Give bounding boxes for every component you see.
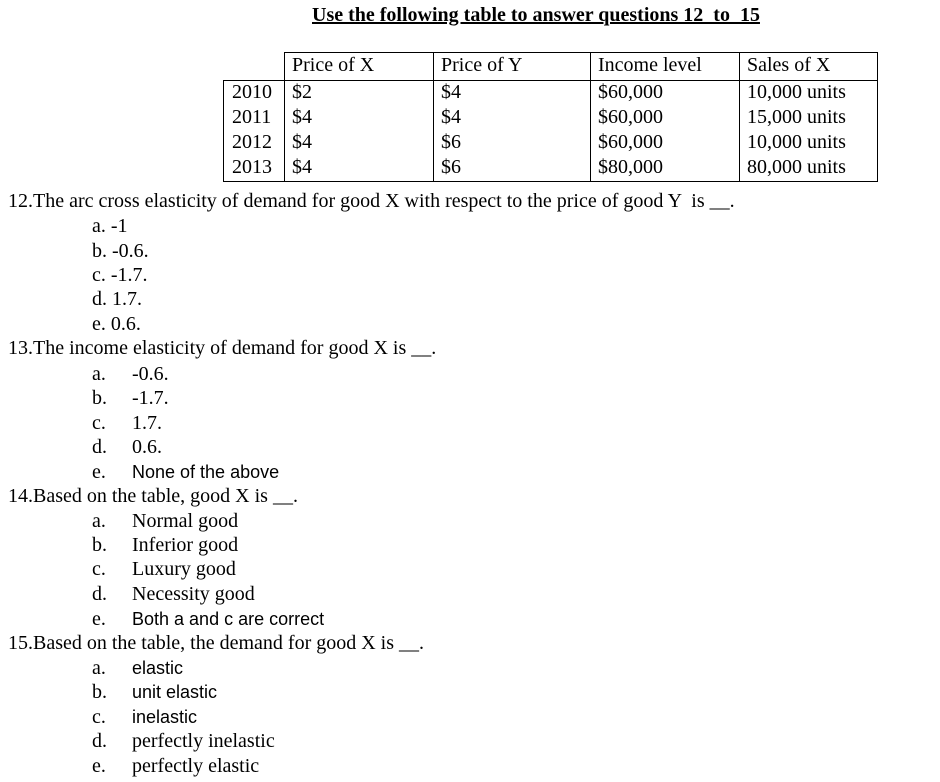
option-letter: c. [92, 412, 106, 434]
option-text: -1 [110, 215, 128, 237]
option-letter: b. [92, 534, 107, 556]
option-letter: b. [92, 681, 107, 703]
option-text: None of the above [132, 462, 280, 482]
question-14-stem: 14.Based on the table, good X is __. [8, 485, 298, 507]
option-text: perfectly elastic [132, 755, 260, 777]
question-14-option-d [92, 583, 255, 606]
question-13-option-c [92, 412, 162, 435]
option-text: 0.6. [132, 436, 162, 458]
table-header-income: Income level [591, 53, 740, 81]
option-letter: e. [92, 755, 106, 777]
question-13-option-d [92, 436, 162, 459]
table-cell: $4 [434, 106, 591, 131]
option-letter: d. [92, 288, 107, 310]
table-row [224, 81, 878, 107]
table-cell: 10,000 units [740, 81, 878, 107]
table-header-blank [224, 53, 285, 81]
question-13-option-a [92, 363, 169, 386]
option-text: unit elastic [132, 682, 218, 702]
table-header-price-y: Price of Y [434, 53, 591, 81]
question-13-stem: 13.The income elasticity of demand for good X is __. [8, 337, 437, 359]
table-header-price-x: Price of X [285, 53, 434, 81]
option-text: 1.7. [132, 412, 162, 434]
table-cell: 15,000 units [740, 106, 878, 131]
option-letter: c. [92, 264, 106, 286]
option-text: Both a and c are correct [132, 609, 325, 629]
question-14-option-a [92, 510, 238, 533]
option-letter: a. [92, 215, 106, 237]
table-cell: $2 [285, 81, 434, 107]
table-cell: 80,000 units [740, 156, 878, 182]
option-text: -1.7. [110, 264, 148, 286]
option-letter: b. [92, 387, 107, 409]
question-15-option-c [92, 706, 197, 729]
question-14-option-e [92, 608, 324, 631]
option-text: perfectly inelastic [132, 730, 275, 752]
table-cell-year: 2013 [224, 156, 285, 182]
table-row [224, 131, 878, 156]
option-text: elastic [132, 658, 184, 678]
option-letter: d. [92, 436, 107, 458]
question-12-stem: 12.The arc cross elasticity of demand for good X with respect to the price of good Y is __. [8, 190, 735, 212]
question-13-option-b [92, 387, 169, 410]
option-letter: a. [92, 363, 106, 385]
option-letter: e. [92, 461, 106, 483]
table-row [224, 106, 878, 131]
option-text: 0.6. [110, 313, 141, 335]
option-letter: a. [92, 657, 106, 679]
table-cell-year: 2012 [224, 131, 285, 156]
table-cell: $4 [285, 106, 434, 131]
table-cell: $60,000 [591, 106, 740, 131]
option-letter: b. [92, 240, 107, 262]
option-letter: e. [92, 313, 106, 335]
question-15-option-b [92, 681, 217, 704]
option-letter: a. [92, 510, 106, 532]
option-text: 1.7. [112, 288, 142, 310]
question-15-option-d [92, 730, 275, 753]
option-text: Necessity good [132, 583, 255, 605]
question-14-option-c [92, 558, 236, 581]
option-letter: d. [92, 730, 107, 752]
question-12-option-d [92, 288, 142, 311]
table-cell: 10,000 units [740, 131, 878, 156]
option-text: -1.7. [132, 387, 169, 409]
table-cell: $4 [285, 131, 434, 156]
question-12-option-b [92, 240, 149, 263]
question-15-option-a [92, 657, 183, 680]
option-text: Normal good [132, 510, 239, 532]
table-header-sales: Sales of X [740, 53, 878, 81]
option-letter: c. [92, 558, 106, 580]
option-letter: d. [92, 583, 107, 605]
option-text: -0.6. [112, 240, 149, 262]
question-12-option-c [92, 264, 148, 287]
table-cell: $6 [434, 131, 591, 156]
page-title: Use the following table to answer questions 12 to 15 [312, 4, 760, 26]
data-table [223, 52, 878, 182]
table-cell: $60,000 [591, 81, 740, 107]
table-cell: $80,000 [591, 156, 740, 182]
question-15-option-e [92, 755, 259, 778]
table-cell: $4 [434, 81, 591, 107]
table-cell: $6 [434, 156, 591, 182]
option-text: inelastic [132, 707, 198, 727]
table-cell-year: 2010 [224, 81, 285, 107]
option-text: -0.6. [132, 363, 169, 385]
table-cell-year: 2011 [224, 106, 285, 131]
question-14-option-b [92, 534, 238, 557]
question-15-stem: 15.Based on the table, the demand for good X is __. [8, 632, 425, 654]
table-cell: $4 [285, 156, 434, 182]
table-cell: $60,000 [591, 131, 740, 156]
question-12-option-e [92, 313, 141, 336]
question-13-option-e [92, 461, 279, 484]
option-text: Luxury good [132, 558, 236, 580]
table-row [224, 156, 878, 182]
option-letter: e. [92, 608, 106, 630]
option-text: Inferior good [132, 534, 239, 556]
option-letter: c. [92, 706, 106, 728]
table-header-row [224, 53, 878, 81]
question-12-option-a [92, 215, 128, 238]
